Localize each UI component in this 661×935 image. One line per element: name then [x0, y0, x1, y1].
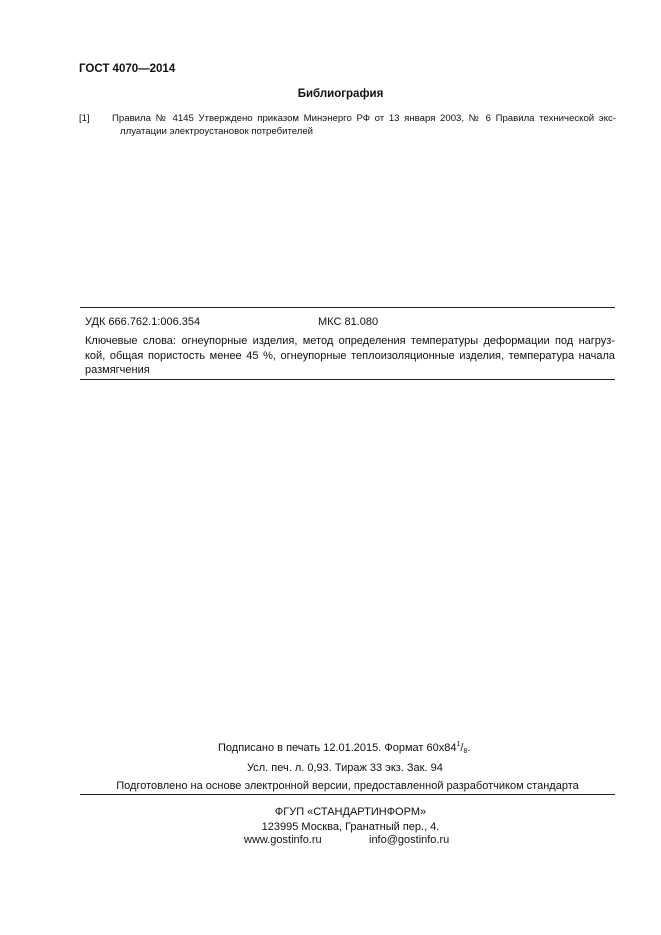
publisher-address: 123995 Москва, Гранатный пер., 4.	[261, 821, 440, 833]
classification-top-rule	[80, 307, 615, 308]
publisher-name: ФГУП «СТАНДАРТИНФОРМ»	[274, 806, 427, 818]
prepared-note: Подготовлено на основе электронной версии, предоставленной разработчиком стандарта	[116, 780, 579, 792]
publisher-email[interactable]: info@gostinfo.ru	[369, 834, 450, 846]
format-numerator: 1	[456, 741, 461, 748]
reference-text-line-2: ллуатации электроустановок потребителей	[120, 125, 314, 137]
keywords-line-2: кой, общая пористость менее 45 %, огнеупорные теплоизоляционные изделия, температура начала	[85, 349, 615, 362]
footer-rule	[80, 794, 615, 795]
mks-code: МКС 81.080	[318, 316, 379, 328]
reference-text-line-1: Правила № 4145 Утверждено приказом Минэнерго РФ от 13 января 2003, № 6 Правила технической экс-	[112, 113, 616, 124]
udk-code: УДК 666.762.1:006.354	[85, 316, 201, 328]
format-denominator: 8	[463, 748, 468, 755]
standard-code: ГОСТ 4070—2014	[79, 63, 176, 75]
classification-bottom-rule	[80, 379, 615, 380]
publisher-website[interactable]: www.gostinfo.ru	[244, 834, 322, 846]
keywords-line-1: Ключевые слова: огнеупорные изделия, метод определения температуры деформации под нагруз-	[85, 335, 615, 347]
signed-for-print	[218, 741, 470, 755]
format-end: .	[467, 742, 471, 754]
keywords-line-3: размягчения	[85, 364, 150, 376]
signed-text: Подписано в печать 12.01.2015. Формат 60x84	[218, 742, 457, 754]
bibliography-title: Библиография	[297, 88, 384, 100]
reference-number: [1]	[79, 113, 90, 124]
reference-text	[112, 113, 616, 138]
format-slash: /	[460, 742, 464, 754]
keywords	[85, 334, 615, 378]
print-info: Усл. печ. л. 0,93. Тираж 33 экз. Зак. 94	[247, 762, 443, 774]
